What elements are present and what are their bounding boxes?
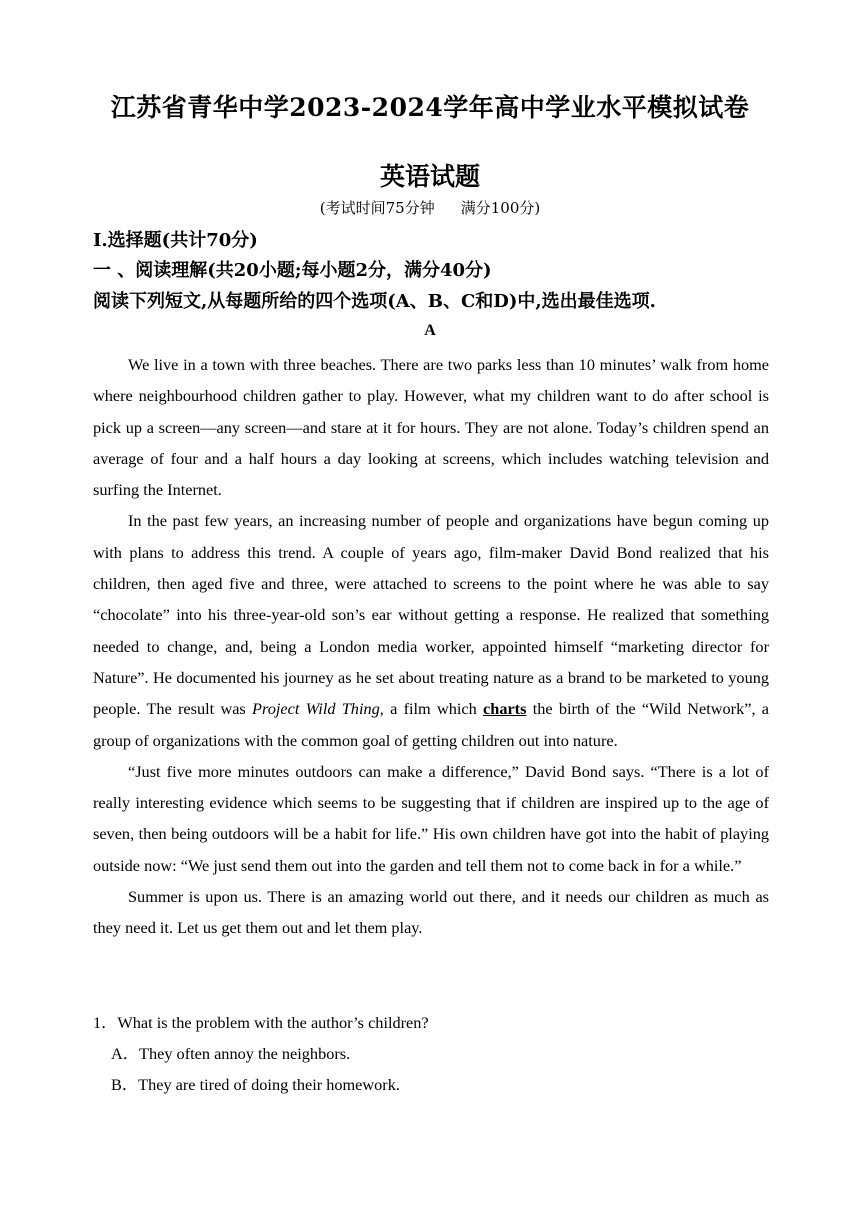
exam-info bbox=[0, 197, 860, 218]
film-title: Project Wild Thing bbox=[252, 699, 380, 719]
paragraph-4: Summer is upon us. There is an amazing world out there, and it needs our children as much as they need it. Let us get them out and let them play. bbox=[93, 887, 769, 938]
option-a: A．They often annoy the neighbors. bbox=[111, 1044, 351, 1063]
paragraph-2-text-a: In the past few years, an increasing number of people and organizations have begun coming up with plans to address this trend. A couple of years ago, film-maker David Bond realized that his children, then aged five and three, were attached to screens to the point where he was able to say “chocolate” into his three-year-old son’s ear without getting a response. He realized that something needed to change, and, being a London media worker, appointed himself “marketing director for Nature”. He documented his journey as he set about treating nature as a brand to be marketed to young people. The result was bbox=[93, 511, 769, 719]
score-info: 满分100分) bbox=[460, 199, 541, 217]
passage-body bbox=[93, 349, 769, 944]
paragraph-3: “Just five more minutes outdoors can make a difference,” David Bond says. “There is a lot of really interesting evidence which seems to be suggesting that if children are inspired up to the age of seven, then being outdoors will be a habit for life.” His own children have got into the habit of playing outside now: “We just send them out into the garden and tell them not to come back in for a while.” bbox=[93, 761, 769, 875]
part-heading: I.选择题(共计70分) bbox=[93, 230, 258, 251]
paragraph-1: We live in a town with three beaches. There are two parks less than 10 minutes’ walk from home where neighbourhood children gather to play. However, what my children want to do after school is pick up a screen—any screen—and stare at it for hours. They are not alone. Today’s children spend an average of four and a half hours a day looking at screens, which includes watching television and surfing the Internet. bbox=[93, 355, 769, 500]
time-info: (考试时间75分钟 bbox=[319, 199, 435, 217]
paragraph-2-text-b: , a film which bbox=[379, 699, 484, 719]
option-b: B．They are tired of doing their homework. bbox=[111, 1075, 400, 1094]
instruction-text: 阅读下列短文,从每题所给的四个选项(A、B、C和D)中,选出最佳选项. bbox=[93, 291, 656, 312]
passage-label: A bbox=[424, 322, 436, 339]
exam-subject: 英语试题 bbox=[379, 162, 480, 191]
underlined-keyword: charts bbox=[483, 699, 527, 719]
paragraph-2-text-c: the birth of the “Wild Network”, a group of organizations with the common goal of getting children out into nature. bbox=[93, 699, 770, 750]
section-heading: 一 、阅读理解(共20小题;每小题2分，满分40分) bbox=[93, 260, 492, 281]
exam-title: 江苏省青华中学2023-2024学年高中学业水平模拟试卷 bbox=[110, 93, 750, 122]
paragraph-2 bbox=[93, 505, 769, 755]
question-stem: 1．What is the problem with the author’s children? bbox=[93, 1013, 429, 1032]
